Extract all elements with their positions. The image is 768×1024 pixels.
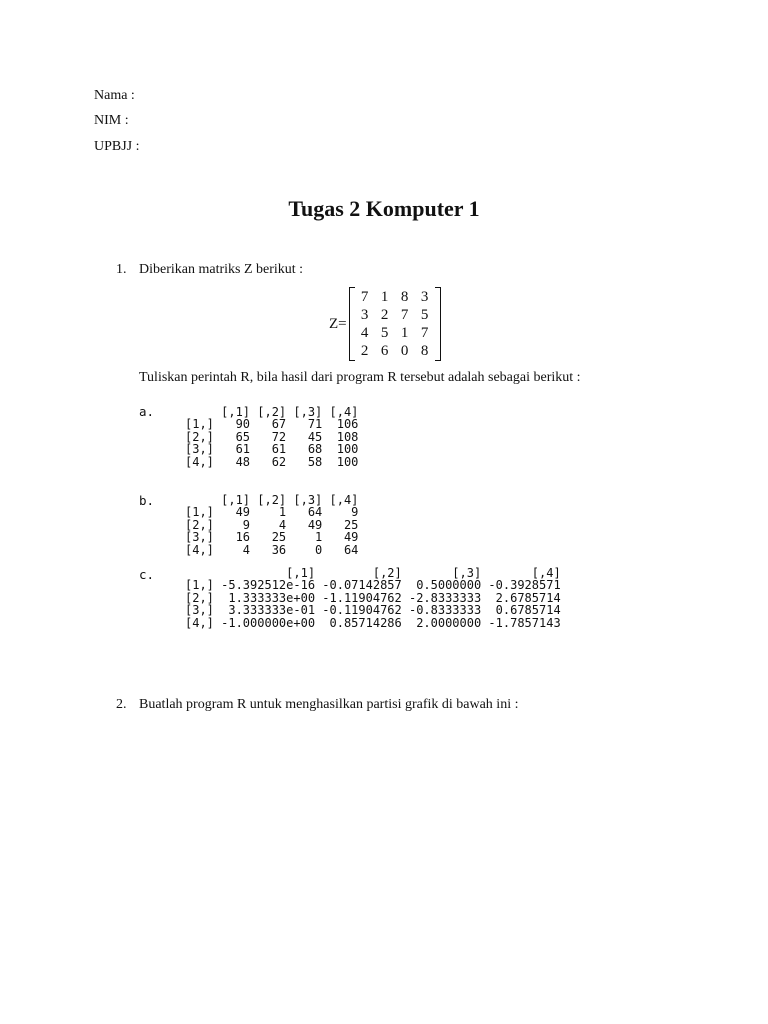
matrix-cell: 2 [360,343,369,359]
output-line: [1,] 49 1 64 9 [185,505,359,520]
output-a [185,406,358,468]
matrix-cell: 5 [420,307,429,323]
matrix-cell: 8 [400,289,409,305]
output-line: [,1] [,2] [,3] [,4] [185,566,561,580]
matrix-cell: 4 [360,325,369,341]
matrix-cell: 5 [380,325,389,341]
output-line: [3,] 61 61 68 100 [185,442,359,457]
matrix-z [329,286,441,362]
output-line: [,1] [,2] [,3] [,4] [185,493,359,507]
page-title: Tugas 2 Komputer 1 [288,196,480,221]
q2-number: 2. [116,697,127,712]
matrix-cell: 0 [400,343,409,359]
output-line: [4,] -1.000000e+00 0.85714286 2.0000000 -1.7857143 [185,615,561,630]
upbjj-field: UPBJJ : [94,139,140,154]
matrix-cell: 7 [420,325,429,341]
q2-text: Buatlah program R untuk menghasilkan partisi grafik di bawah ini : [139,697,519,712]
output-a-label: a. [139,404,155,419]
nama-field: Nama : [94,88,135,103]
matrix-cell: 1 [400,325,409,341]
output-line: [2,] 1.333333e+00 -1.11904762 -2.8333333 2.6785714 [185,590,561,605]
matrix-grid [355,288,435,360]
matrix-cell: 1 [380,289,389,305]
q1-text: Diberikan matriks Z berikut : [139,262,304,277]
output-line: [3,] 3.333333e-01 -0.11904762 -0.8333333 0.6785714 [185,603,561,618]
matrix-cell: 8 [420,343,429,359]
output-line: [2,] 9 4 49 25 [185,517,359,532]
output-line: [3,] 16 25 1 49 [185,530,359,545]
matrix-cell: 7 [400,307,409,323]
q1-instruction: Tuliskan perintah R, bila hasil dari program R tersebut adalah sebagai berikut : [139,370,581,385]
output-line: [4,] 48 62 58 100 [185,454,359,469]
output-line: [1,] 90 67 71 106 [185,417,359,432]
nim-field: NIM : [94,113,129,128]
output-c [185,567,561,629]
output-c-label: c. [139,567,155,582]
output-b-label: b. [139,493,155,508]
matrix-label: Z= [329,315,347,332]
output-line: [4,] 4 36 0 64 [185,542,359,557]
matrix-cell: 6 [380,343,389,359]
matrix-cell: 7 [360,289,369,305]
output-line: [,1] [,2] [,3] [,4] [185,405,359,419]
output-b [185,494,358,556]
q1-number: 1. [116,262,127,277]
matrix-cell: 3 [420,289,429,305]
output-line: [1,] -5.392512e-16 -0.07142857 0.5000000 -0.3928571 [185,578,561,593]
matrix-cell: 2 [380,307,389,323]
matrix-cell: 3 [360,307,369,323]
output-line: [2,] 65 72 45 108 [185,429,359,444]
matrix-right-bracket [435,287,441,361]
